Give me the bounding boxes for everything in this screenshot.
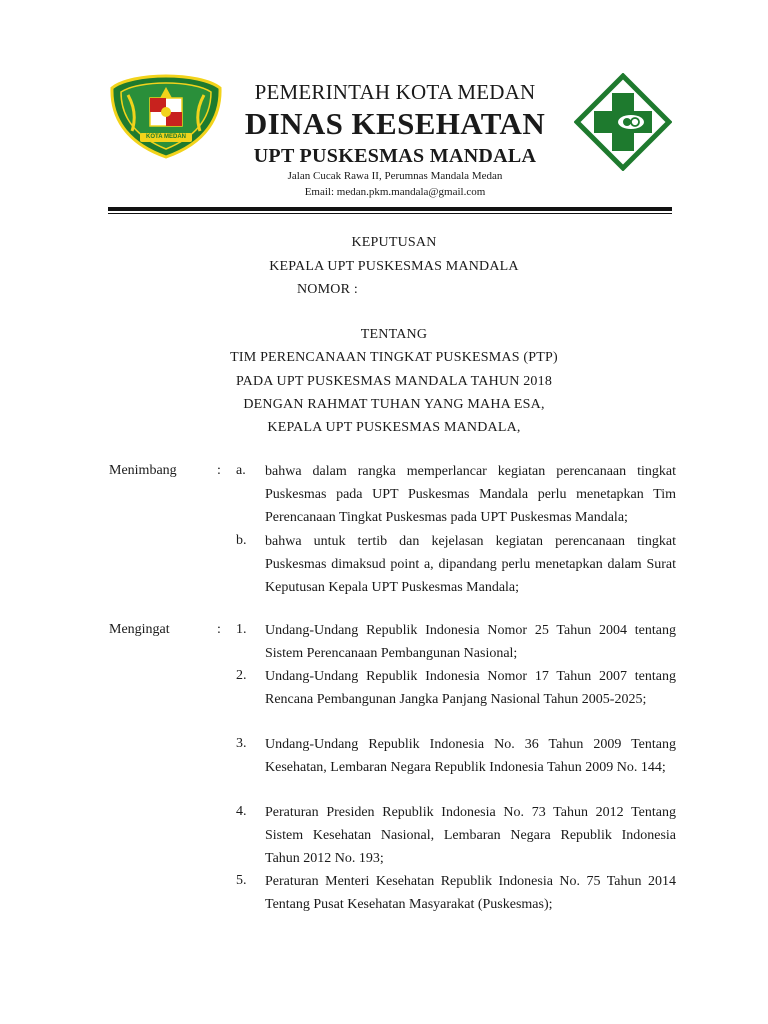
letterhead-rule-thick — [108, 207, 672, 211]
mengingat-3-mark: 3. — [236, 736, 247, 751]
health-cross-icon — [574, 73, 672, 171]
mengingat-1-mark: 1. — [236, 622, 247, 637]
mengingat-4-mark: 4. — [236, 804, 247, 819]
mengingat-5-mark: 5. — [236, 873, 247, 888]
mengingat-2-text: Undang-Undang Republik Indonesia Nomor 17 Tahun 2007 tentang Rencana Pembangunan Jangka Panjang Nasional Tahun 2005-2025; — [265, 669, 676, 708]
official-line: KEPALA UPT PUSKESMAS MANDALA, — [267, 420, 521, 435]
menimbang-b-mark: b. — [236, 533, 247, 548]
agency-title: DINAS KESEHATAN — [244, 106, 546, 141]
decree-number: NOMOR : — [297, 282, 358, 297]
mengingat-5-text: Peraturan Menteri Kesehatan Republik Indonesia No. 75 Tahun 2014 Tentang Pusat Kesehatan Masyarakat (Puskesmas); — [265, 874, 676, 913]
decree-subject-2: PADA UPT PUSKESMAS MANDALA TAHUN 2018 — [235, 374, 553, 389]
mengingat-3-text: Undang-Undang Republik Indonesia No. 36 Tahun 2009 Tentang Kesehatan, Lembaran Negara Republik Indonesia Tahun 2009 No. 144; — [265, 737, 676, 776]
mengingat-4-text: Peraturan Presiden Republik Indonesia No. 73 Tahun 2012 Tentang Sistem Kesehatan Nasional, Lembaran Negara Republik Indonesia Tahun 2012 No. 193; — [265, 805, 676, 867]
mengingat-colon: : — [217, 622, 221, 637]
blessing-line: DENGAN RAHMAT TUHAN YANG MAHA ESA, — [243, 397, 545, 412]
address-line: Jalan Cucak Rawa II, Perumnas Mandala Medan — [287, 170, 503, 182]
mengingat-label: Mengingat — [109, 622, 170, 637]
unit-title: UPT PUSKESMAS MANDALA — [253, 145, 537, 167]
decree-subject-1: TIM PERENCANAAN TINGKAT PUSKESMAS (PTP) — [230, 350, 558, 365]
menimbang-a-text: bahwa dalam rangka memperlancar kegiatan perencanaan tingkat Puskesmas pada UPT Puskesmas Mandala perlu menetapkan Tim Perencanaan Tingkat Puskesmas pada UPT Puskesmas Mandala; — [265, 464, 676, 526]
mengingat-2-mark: 2. — [236, 668, 247, 683]
menimbang-label: Menimbang — [109, 463, 177, 478]
menimbang-b-text: bahwa untuk tertib dan kejelasan kegiatan perencanaan tingkat Puskesmas dimaksud point a, dipandang perlu menetapkan dalam Surat Keputusan Kepala UPT Puskesmas Mandala; — [265, 534, 676, 596]
decree-issuer: KEPALA UPT PUSKESMAS MANDALA — [269, 259, 519, 274]
letterhead-rule-thin — [108, 213, 672, 214]
government-title: PEMERINTAH KOTA MEDAN — [254, 80, 536, 104]
decree-word: KEPUTUSAN — [351, 235, 437, 250]
menimbang-colon: : — [217, 463, 221, 478]
about-word: TENTANG — [360, 327, 428, 342]
mengingat-1-text: Undang-Undang Republik Indonesia Nomor 25 Tahun 2004 tentang Sistem Perencanaan Pembangunan Nasional; — [265, 623, 676, 662]
menimbang-a-mark: a. — [236, 463, 246, 478]
email-line: Email: medan.pkm.mandala@gmail.com — [304, 186, 486, 198]
crest-ribbon-text: KOTA MEDAN — [146, 134, 186, 140]
